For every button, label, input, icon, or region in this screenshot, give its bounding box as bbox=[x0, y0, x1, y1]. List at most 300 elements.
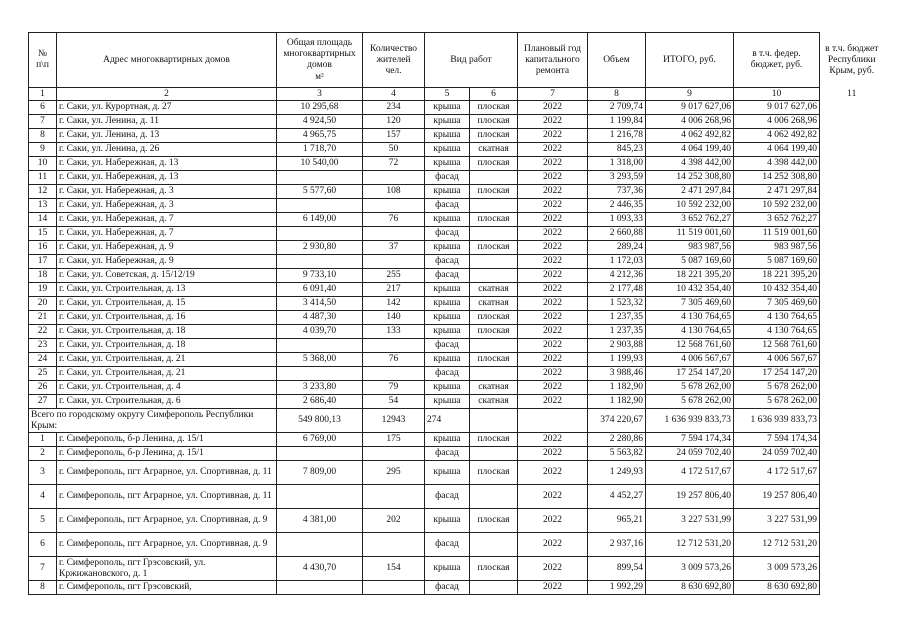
table-row bbox=[29, 115, 884, 129]
row-crimea bbox=[820, 447, 884, 461]
row-crimea bbox=[820, 241, 884, 255]
row-total: 5 678 262,00 bbox=[646, 381, 734, 395]
row-work-type bbox=[470, 199, 518, 213]
row-area bbox=[277, 533, 363, 557]
row-federal: 5 678 262,00 bbox=[734, 381, 820, 395]
row-crimea bbox=[820, 353, 884, 367]
row-residents: 72 bbox=[363, 157, 425, 171]
row-federal: 12 712 531,20 bbox=[734, 533, 820, 557]
header-area-label: Общая площадь многоквартирных домов bbox=[283, 37, 356, 70]
row-work-element: крыша bbox=[425, 509, 470, 533]
row-work-element: крыша bbox=[425, 143, 470, 157]
row-year: 2022 bbox=[518, 171, 588, 185]
row-number: 17 bbox=[29, 255, 57, 269]
row-number: 10 bbox=[29, 157, 57, 171]
row-total: 5 087 169,60 bbox=[646, 255, 734, 269]
row-federal: 12 568 761,60 bbox=[734, 339, 820, 353]
row-total: 983 987,56 bbox=[646, 241, 734, 255]
row-total: 14 252 308,80 bbox=[646, 171, 734, 185]
table-row bbox=[29, 185, 884, 199]
row-work-element: крыша bbox=[425, 157, 470, 171]
row-year: 2022 bbox=[518, 227, 588, 241]
header-row bbox=[29, 33, 884, 88]
row-volume: 1 199,93 bbox=[588, 353, 646, 367]
subtotal-count: 274 bbox=[425, 409, 470, 433]
row-address: г. Саки, ул. Советская, д. 15/12/19 bbox=[57, 269, 277, 283]
row-work-type: плоская bbox=[470, 101, 518, 115]
row-total: 7 305 469,60 bbox=[646, 297, 734, 311]
col-number: 6 bbox=[470, 88, 518, 101]
row-work-type bbox=[470, 171, 518, 185]
row-volume: 2 280,86 bbox=[588, 433, 646, 447]
row-crimea bbox=[820, 509, 884, 533]
row-residents: 140 bbox=[363, 311, 425, 325]
row-area: 4 965,75 bbox=[277, 129, 363, 143]
row-address: г. Симферополь, б-р Ленина, д. 15/1 bbox=[57, 447, 277, 461]
row-work-type: плоская bbox=[470, 157, 518, 171]
row-address: г. Саки, ул. Строительная, д. 18 bbox=[57, 325, 277, 339]
row-year: 2022 bbox=[518, 395, 588, 409]
row-year: 2022 bbox=[518, 533, 588, 557]
row-volume: 4 212,36 bbox=[588, 269, 646, 283]
row-work-element: крыша bbox=[425, 311, 470, 325]
row-crimea bbox=[820, 381, 884, 395]
row-crimea bbox=[820, 297, 884, 311]
row-address: г. Саки, ул. Строительная, д. 6 bbox=[57, 395, 277, 409]
row-area bbox=[277, 227, 363, 241]
header-residents-unit: чел. bbox=[385, 65, 402, 76]
row-volume: 1 182,90 bbox=[588, 395, 646, 409]
row-address: г. Саки, ул. Ленина, д. 13 bbox=[57, 129, 277, 143]
col-number: 2 bbox=[57, 88, 277, 101]
row-total: 2 471 297,84 bbox=[646, 185, 734, 199]
row-address: г. Симферополь, пгт Аграрное, ул. Спортивная, д. 9 bbox=[57, 533, 277, 557]
row-work-type bbox=[470, 227, 518, 241]
row-work-element: фасад bbox=[425, 533, 470, 557]
row-year: 2022 bbox=[518, 297, 588, 311]
col-number: 10 bbox=[734, 88, 820, 101]
row-number: 23 bbox=[29, 339, 57, 353]
row-federal: 24 059 702,40 bbox=[734, 447, 820, 461]
row-work-type bbox=[470, 581, 518, 595]
row-total: 3 009 573,26 bbox=[646, 557, 734, 581]
table-row bbox=[29, 353, 884, 367]
row-area bbox=[277, 171, 363, 185]
row-federal: 4 062 492,82 bbox=[734, 129, 820, 143]
row-address: г. Саки, ул. Строительная, д. 21 bbox=[57, 353, 277, 367]
row-work-element: крыша bbox=[425, 283, 470, 297]
header-area-unit: м² bbox=[315, 70, 324, 81]
row-work-type: плоская bbox=[470, 241, 518, 255]
row-volume: 1 172,03 bbox=[588, 255, 646, 269]
subtotal-row bbox=[29, 409, 884, 433]
row-work-type bbox=[470, 485, 518, 509]
row-area: 5 577,60 bbox=[277, 185, 363, 199]
row-number: 2 bbox=[29, 447, 57, 461]
row-area: 4 487,30 bbox=[277, 311, 363, 325]
row-crimea bbox=[820, 185, 884, 199]
row-area bbox=[277, 447, 363, 461]
row-year: 2022 bbox=[518, 339, 588, 353]
row-residents: 142 bbox=[363, 297, 425, 311]
row-address: г. Симферополь, б-р Ленина, д. 15/1 bbox=[57, 433, 277, 447]
table-row bbox=[29, 129, 884, 143]
row-address: г. Саки, ул. Строительная, д. 21 bbox=[57, 367, 277, 381]
row-year: 2022 bbox=[518, 157, 588, 171]
row-address: г. Саки, ул. Строительная, д. 4 bbox=[57, 381, 277, 395]
table-row bbox=[29, 533, 884, 557]
row-residents bbox=[363, 367, 425, 381]
row-number: 15 bbox=[29, 227, 57, 241]
row-crimea bbox=[820, 395, 884, 409]
row-volume: 1 182,90 bbox=[588, 381, 646, 395]
row-work-element: фасад bbox=[425, 367, 470, 381]
row-total: 5 678 262,00 bbox=[646, 395, 734, 409]
row-volume: 3 293,59 bbox=[588, 171, 646, 185]
row-total: 9 017 627,06 bbox=[646, 101, 734, 115]
row-total: 8 630 692,80 bbox=[646, 581, 734, 595]
row-year: 2022 bbox=[518, 581, 588, 595]
row-crimea bbox=[820, 171, 884, 185]
row-crimea bbox=[820, 339, 884, 353]
row-work-element: фасад bbox=[425, 447, 470, 461]
row-number: 11 bbox=[29, 171, 57, 185]
table-row bbox=[29, 171, 884, 185]
row-federal: 5 087 169,60 bbox=[734, 255, 820, 269]
row-area: 6 149,00 bbox=[277, 213, 363, 227]
header-planned-year: Плановый год капитального ремонта bbox=[518, 33, 588, 88]
row-address: г. Саки, ул. Набережная, д. 3 bbox=[57, 199, 277, 213]
row-address: г. Симферополь, пгт Грэсовский, ул. Кржижановского, д. 1 bbox=[57, 557, 277, 581]
row-work-element: крыша bbox=[425, 213, 470, 227]
table-row bbox=[29, 157, 884, 171]
row-number: 24 bbox=[29, 353, 57, 367]
row-federal: 18 221 395,20 bbox=[734, 269, 820, 283]
row-residents: 295 bbox=[363, 461, 425, 485]
row-residents bbox=[363, 485, 425, 509]
col-number: 5 bbox=[425, 88, 470, 101]
row-number: 26 bbox=[29, 381, 57, 395]
row-work-type: плоская bbox=[470, 311, 518, 325]
row-total: 4 398 442,00 bbox=[646, 157, 734, 171]
row-work-element: крыша bbox=[425, 115, 470, 129]
row-federal: 4 006 567,67 bbox=[734, 353, 820, 367]
row-volume: 2 937,16 bbox=[588, 533, 646, 557]
row-crimea bbox=[820, 325, 884, 339]
row-federal: 983 987,56 bbox=[734, 241, 820, 255]
row-year: 2022 bbox=[518, 199, 588, 213]
row-work-element: крыша bbox=[425, 129, 470, 143]
table-row bbox=[29, 325, 884, 339]
row-work-type: скатная bbox=[470, 283, 518, 297]
row-address: г. Симферополь, пгт Грэсовский, bbox=[57, 581, 277, 595]
header-residents bbox=[363, 33, 425, 88]
row-number: 20 bbox=[29, 297, 57, 311]
row-year: 2022 bbox=[518, 311, 588, 325]
row-work-type bbox=[470, 367, 518, 381]
table-row bbox=[29, 367, 884, 381]
saki-rows bbox=[29, 101, 884, 409]
row-residents bbox=[363, 533, 425, 557]
row-number: 1 bbox=[29, 433, 57, 447]
row-year: 2022 bbox=[518, 557, 588, 581]
subtotal-empty bbox=[518, 409, 588, 433]
row-residents: 157 bbox=[363, 129, 425, 143]
row-work-type: плоская bbox=[470, 185, 518, 199]
row-crimea bbox=[820, 115, 884, 129]
row-volume: 2 660,88 bbox=[588, 227, 646, 241]
table-row bbox=[29, 557, 884, 581]
row-residents bbox=[363, 581, 425, 595]
row-work-element: крыша bbox=[425, 381, 470, 395]
row-number: 6 bbox=[29, 101, 57, 115]
row-federal: 3 652 762,27 bbox=[734, 213, 820, 227]
table-row bbox=[29, 227, 884, 241]
row-number: 9 bbox=[29, 143, 57, 157]
row-total: 11 519 001,60 bbox=[646, 227, 734, 241]
row-work-element: крыша bbox=[425, 353, 470, 367]
table-row bbox=[29, 101, 884, 115]
subtotal-section bbox=[29, 409, 884, 433]
row-work-element: крыша bbox=[425, 101, 470, 115]
table-row bbox=[29, 381, 884, 395]
row-area bbox=[277, 367, 363, 381]
header-volume: Объем bbox=[588, 33, 646, 88]
row-number: 7 bbox=[29, 557, 57, 581]
row-federal: 4 398 442,00 bbox=[734, 157, 820, 171]
row-area bbox=[277, 199, 363, 213]
row-volume: 1 093,33 bbox=[588, 213, 646, 227]
row-volume: 899,54 bbox=[588, 557, 646, 581]
row-address: г. Саки, ул. Ленина, д. 26 bbox=[57, 143, 277, 157]
row-volume: 1 237,35 bbox=[588, 325, 646, 339]
col-number: 7 bbox=[518, 88, 588, 101]
row-area: 4 430,70 bbox=[277, 557, 363, 581]
row-area bbox=[277, 485, 363, 509]
row-residents: 133 bbox=[363, 325, 425, 339]
row-work-type: плоская bbox=[470, 115, 518, 129]
row-federal: 7 594 174,34 bbox=[734, 433, 820, 447]
row-volume: 2 709,74 bbox=[588, 101, 646, 115]
subtotal-volume: 374 220,67 bbox=[588, 409, 646, 433]
simferopol-rows bbox=[29, 433, 884, 595]
row-area: 3 414,50 bbox=[277, 297, 363, 311]
row-address: г. Саки, ул. Строительная, д. 16 bbox=[57, 311, 277, 325]
row-federal: 8 630 692,80 bbox=[734, 581, 820, 595]
row-number: 12 bbox=[29, 185, 57, 199]
row-year: 2022 bbox=[518, 115, 588, 129]
row-area: 4 924,50 bbox=[277, 115, 363, 129]
row-work-element: крыша bbox=[425, 461, 470, 485]
row-work-element: фасад bbox=[425, 199, 470, 213]
subtotal-label: Всего по городскому округу Симферополь Республики Крым: bbox=[29, 409, 277, 433]
row-work-type bbox=[470, 255, 518, 269]
row-year: 2022 bbox=[518, 101, 588, 115]
table-row bbox=[29, 143, 884, 157]
row-residents: 54 bbox=[363, 395, 425, 409]
table-row bbox=[29, 339, 884, 353]
subtotal-residents: 12943 bbox=[363, 409, 425, 433]
row-total: 12 568 761,60 bbox=[646, 339, 734, 353]
table-row bbox=[29, 485, 884, 509]
row-residents: 120 bbox=[363, 115, 425, 129]
row-crimea bbox=[820, 367, 884, 381]
row-federal: 4 064 199,40 bbox=[734, 143, 820, 157]
row-area: 4 039,70 bbox=[277, 325, 363, 339]
row-number: 8 bbox=[29, 129, 57, 143]
row-residents: 37 bbox=[363, 241, 425, 255]
row-area bbox=[277, 581, 363, 595]
table-row bbox=[29, 213, 884, 227]
row-number: 3 bbox=[29, 461, 57, 485]
header-residents-label: Количество жителей bbox=[369, 43, 418, 65]
row-year: 2022 bbox=[518, 269, 588, 283]
row-address: г. Саки, ул. Набережная, д. 7 bbox=[57, 213, 277, 227]
row-number: 18 bbox=[29, 269, 57, 283]
row-work-type: плоская bbox=[470, 213, 518, 227]
row-work-element: крыша bbox=[425, 557, 470, 581]
row-year: 2022 bbox=[518, 353, 588, 367]
row-address: г. Саки, ул. Строительная, д. 13 bbox=[57, 283, 277, 297]
row-area: 1 718,70 bbox=[277, 143, 363, 157]
row-number: 16 bbox=[29, 241, 57, 255]
subtotal-federal: 1 636 939 833,73 bbox=[734, 409, 820, 433]
row-total: 4 130 764,65 bbox=[646, 325, 734, 339]
row-residents bbox=[363, 227, 425, 241]
row-total: 18 221 395,20 bbox=[646, 269, 734, 283]
row-number: 6 bbox=[29, 533, 57, 557]
header-total: ИТОГО, руб. bbox=[646, 33, 734, 88]
row-address: г. Симферополь, пгт Аграрное, ул. Спортивная, д. 11 bbox=[57, 461, 277, 485]
row-area: 10 295,68 bbox=[277, 101, 363, 115]
row-crimea bbox=[820, 227, 884, 241]
row-area bbox=[277, 255, 363, 269]
row-residents: 217 bbox=[363, 283, 425, 297]
row-total: 4 064 199,40 bbox=[646, 143, 734, 157]
row-crimea bbox=[820, 199, 884, 213]
row-year: 2022 bbox=[518, 325, 588, 339]
row-number: 25 bbox=[29, 367, 57, 381]
row-number: 5 bbox=[29, 509, 57, 533]
row-residents: 234 bbox=[363, 101, 425, 115]
row-residents bbox=[363, 339, 425, 353]
row-volume: 2 903,88 bbox=[588, 339, 646, 353]
row-number: 14 bbox=[29, 213, 57, 227]
row-work-type bbox=[470, 533, 518, 557]
row-work-type: скатная bbox=[470, 297, 518, 311]
row-work-type: плоская bbox=[470, 129, 518, 143]
row-federal: 4 172 517,67 bbox=[734, 461, 820, 485]
table-row bbox=[29, 447, 884, 461]
row-federal: 7 305 469,60 bbox=[734, 297, 820, 311]
row-total: 4 006 268,96 bbox=[646, 115, 734, 129]
row-work-type: плоская bbox=[470, 509, 518, 533]
row-work-type: плоская bbox=[470, 325, 518, 339]
row-work-type: скатная bbox=[470, 143, 518, 157]
row-total: 7 594 174,34 bbox=[646, 433, 734, 447]
row-crimea bbox=[820, 533, 884, 557]
row-total: 24 059 702,40 bbox=[646, 447, 734, 461]
row-federal: 4 006 268,96 bbox=[734, 115, 820, 129]
row-work-element: фасад bbox=[425, 485, 470, 509]
row-federal: 3 009 573,26 bbox=[734, 557, 820, 581]
row-federal: 9 017 627,06 bbox=[734, 101, 820, 115]
row-total: 4 006 567,67 bbox=[646, 353, 734, 367]
row-address: г. Саки, ул. Строительная, д. 15 bbox=[57, 297, 277, 311]
repair-table bbox=[28, 32, 884, 595]
row-address: г. Саки, ул. Набережная, д. 3 bbox=[57, 185, 277, 199]
header-num: № п\п bbox=[29, 33, 57, 88]
row-year: 2022 bbox=[518, 143, 588, 157]
row-volume: 845,23 bbox=[588, 143, 646, 157]
row-residents: 79 bbox=[363, 381, 425, 395]
row-year: 2022 bbox=[518, 447, 588, 461]
header-crimea: в т.ч. бюджет Республики Крым, руб. bbox=[820, 33, 884, 88]
row-crimea bbox=[820, 269, 884, 283]
row-year: 2022 bbox=[518, 433, 588, 447]
row-number: 8 bbox=[29, 581, 57, 595]
table-row bbox=[29, 581, 884, 595]
row-crimea bbox=[820, 101, 884, 115]
row-work-element: крыша bbox=[425, 433, 470, 447]
row-federal: 3 227 531,99 bbox=[734, 509, 820, 533]
row-number: 19 bbox=[29, 283, 57, 297]
row-total: 19 257 806,40 bbox=[646, 485, 734, 509]
column-numbers-row bbox=[29, 88, 884, 101]
row-total: 12 712 531,20 bbox=[646, 533, 734, 557]
row-work-element: фасад bbox=[425, 255, 470, 269]
row-work-element: крыша bbox=[425, 241, 470, 255]
row-area: 3 233,80 bbox=[277, 381, 363, 395]
row-federal: 17 254 147,20 bbox=[734, 367, 820, 381]
row-address: г. Саки, ул. Набережная, д. 13 bbox=[57, 157, 277, 171]
row-address: г. Саки, ул. Ленина, д. 11 bbox=[57, 115, 277, 129]
row-residents: 76 bbox=[363, 353, 425, 367]
header-work-type: Вид работ bbox=[425, 33, 518, 88]
row-crimea bbox=[820, 213, 884, 227]
row-work-element: фасад bbox=[425, 581, 470, 595]
row-crimea bbox=[820, 581, 884, 595]
row-work-element: фасад bbox=[425, 269, 470, 283]
row-volume: 1 992,29 bbox=[588, 581, 646, 595]
row-year: 2022 bbox=[518, 241, 588, 255]
row-federal: 10 592 232,00 bbox=[734, 199, 820, 213]
row-residents bbox=[363, 171, 425, 185]
row-residents bbox=[363, 447, 425, 461]
row-volume: 1 216,78 bbox=[588, 129, 646, 143]
row-address: г. Саки, ул. Набережная, д. 9 bbox=[57, 241, 277, 255]
row-total: 4 172 517,67 bbox=[646, 461, 734, 485]
row-volume: 4 452,27 bbox=[588, 485, 646, 509]
row-year: 2022 bbox=[518, 461, 588, 485]
row-federal: 14 252 308,80 bbox=[734, 171, 820, 185]
row-crimea bbox=[820, 157, 884, 171]
row-residents: 175 bbox=[363, 433, 425, 447]
row-residents: 202 bbox=[363, 509, 425, 533]
row-volume: 1 237,35 bbox=[588, 311, 646, 325]
row-work-element: фасад bbox=[425, 171, 470, 185]
row-year: 2022 bbox=[518, 381, 588, 395]
row-number: 13 bbox=[29, 199, 57, 213]
row-volume: 3 988,46 bbox=[588, 367, 646, 381]
row-total: 10 432 354,40 bbox=[646, 283, 734, 297]
row-crimea bbox=[820, 485, 884, 509]
row-area: 6 091,40 bbox=[277, 283, 363, 297]
row-area: 5 368,00 bbox=[277, 353, 363, 367]
table-row bbox=[29, 395, 884, 409]
row-federal: 4 130 764,65 bbox=[734, 311, 820, 325]
row-federal: 4 130 764,65 bbox=[734, 325, 820, 339]
